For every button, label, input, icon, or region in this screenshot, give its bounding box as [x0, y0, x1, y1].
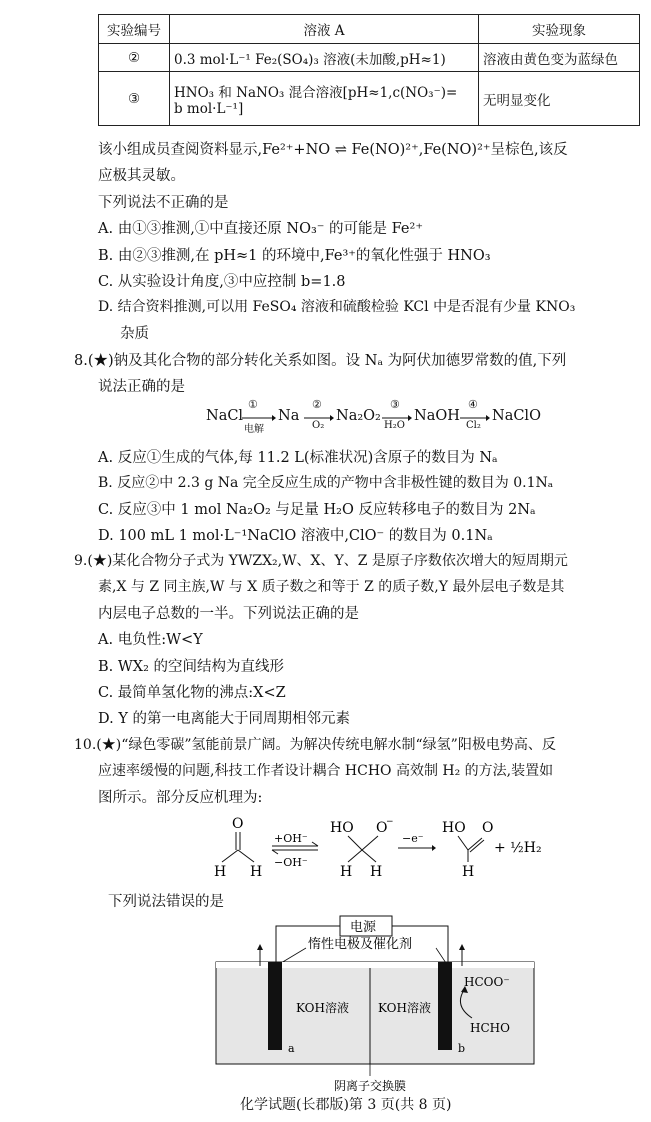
- q9-stem: 9.(★)某化合物分子式为 YWZX₂,W、X、Y、Z 是原子序数依次增大的短周期元: [74, 553, 568, 569]
- svg-text:HO: HO: [442, 820, 466, 836]
- svg-text:O: O: [376, 820, 388, 836]
- step-label: ②: [312, 398, 322, 411]
- svg-text:H: H: [462, 864, 475, 880]
- reagent-label: −e⁻: [402, 832, 424, 845]
- q9-option: B. WX₂ 的空间结构为直线形: [98, 659, 285, 675]
- q8-stem: 8.(★)钠及其化合物的部分转化关系如图。设 Nₐ 为阿伏加德罗常数的值,下列: [74, 353, 567, 369]
- q9-stem: 素,X 与 Z 同主族,W 与 X 质子数之和等于 Z 的质子数,Y 最外层电子数是其: [98, 579, 565, 595]
- table-cell: ②: [99, 44, 170, 72]
- arrow-icon: [460, 415, 490, 421]
- table-cell: 溶液由黄色变为蓝绿色: [479, 44, 640, 72]
- q7-option: 杂质: [120, 326, 149, 342]
- step-label: ①: [248, 398, 258, 411]
- table-cell-line: b mol·L⁻¹]: [174, 100, 244, 117]
- membrane-label: 阴离子交换膜: [334, 1079, 407, 1092]
- reaction-scheme: [206, 398, 546, 442]
- power-label: 电源: [350, 920, 377, 935]
- table-header: 实验现象: [479, 15, 640, 44]
- reagent-label: +OH⁻: [274, 832, 308, 845]
- electrode-b: [438, 962, 452, 1050]
- table-cell: 无明显变化: [479, 72, 640, 126]
- species-label: Na: [278, 408, 300, 424]
- q8-option: C. 反应③中 1 mol Na₂O₂ 与足量 H₂O 反应转移电子的数目为 2Nₐ: [98, 502, 536, 518]
- product-label: HCOO⁻: [464, 975, 510, 989]
- reactant-label: HCHO: [470, 1021, 510, 1035]
- formic-acid-structure: [442, 820, 493, 880]
- species-label: NaCl: [206, 408, 244, 424]
- q9-option: D. Y 的第一电离能大于同周期相邻元素: [98, 711, 351, 727]
- mechanism-diagram: [200, 814, 560, 882]
- arrow-icon: [242, 415, 276, 421]
- step-label: ③: [390, 398, 400, 411]
- q7-prompt: 下列说法不正确的是: [98, 195, 229, 211]
- q10-prompt: 下列说法错误的是: [108, 894, 224, 910]
- svg-text:O: O: [232, 816, 244, 832]
- q7-option: B. 由②③推测,在 pH≈1 的环境中,Fe³⁺的氧化性强于 HNO₃: [98, 248, 491, 264]
- intermediate-structure: [330, 817, 394, 880]
- q8-option: D. 100 mL 1 mol·L⁻¹NaClO 溶液中,ClO⁻ 的数目为 0.1Nₐ: [98, 528, 493, 544]
- table-cell-line: HNO₃ 和 NaNO₃ 混合溶液[pH≈1,c(NO₃⁻)=: [174, 84, 458, 101]
- svg-text:H: H: [340, 864, 353, 880]
- q8-stem: 说法正确的是: [98, 379, 185, 395]
- q10-stem: 10.(★)“绿色零碳”氢能前景广阔。为解决传统电解水制“绿氢”阳极电势高、反: [74, 737, 556, 753]
- solution-label: KOH溶液: [296, 1001, 349, 1015]
- q8-option: A. 反应①生成的气体,每 11.2 L(标准状况)含原子的数目为 Nₐ: [98, 450, 498, 466]
- svg-text:HO: HO: [330, 820, 354, 836]
- table-header: 溶液 A: [170, 15, 479, 44]
- svg-text:O: O: [482, 820, 494, 836]
- electrode-a: [268, 962, 282, 1050]
- arrow-icon: [382, 415, 412, 421]
- table-cell: ③: [99, 72, 170, 126]
- q10-stem: 图所示。部分反应机理为:: [98, 790, 263, 806]
- svg-text:H: H: [214, 864, 227, 880]
- page-footer: 化学试题(长郡版)第 3 页(共 8 页): [240, 1097, 452, 1113]
- reagent-label: −OH⁻: [274, 856, 308, 869]
- species-label: NaOH: [414, 408, 460, 424]
- q7-info: 该小组成员查阅资料显示,Fe²⁺+NO ⇌ Fe(NO)²⁺,Fe(NO)²⁺呈棕色,该反: [98, 142, 568, 158]
- svg-text:H: H: [250, 864, 263, 880]
- q8-option: B. 反应②中 2.3 g Na 完全反应生成的产物中含非极性键的数目为 0.1Nₐ: [98, 475, 554, 491]
- q10-stem: 应速率缓慢的问题,科技工作者设计耦合 HCHO 高效制 H₂ 的方法,装置如: [98, 763, 554, 779]
- condition-label: Cl₂: [466, 420, 481, 431]
- arrow-icon: [304, 415, 334, 421]
- q9-stem: 内层电子总数的一半。下列说法正确的是: [98, 606, 359, 622]
- electrode-b-label: b: [458, 1042, 466, 1055]
- formaldehyde-structure: [214, 816, 262, 880]
- q7-option: D. 结合资料推测,可以用 FeSO₄ 溶液和硫酸检验 KCl 中是否混有少量 KNO₃: [98, 299, 576, 315]
- q7-option: A. 由①③推测,①中直接还原 NO₃⁻ 的可能是 Fe²⁺: [98, 221, 423, 237]
- electrode-a-label: a: [288, 1042, 295, 1055]
- svg-text:−: −: [386, 817, 394, 827]
- step-label: ④: [468, 398, 478, 411]
- product-label: + ½H₂: [494, 840, 542, 856]
- electrolysis-apparatus: [210, 914, 550, 1092]
- table-cell: 0.3 mol·L⁻¹ Fe₂(SO₄)₃ 溶液(未加酸,pH≈1): [170, 44, 479, 72]
- q7-info: 应极其灵敏。: [98, 168, 185, 184]
- q9-option: A. 电负性:W<Y: [98, 632, 203, 648]
- condition-label: 电解: [244, 424, 264, 435]
- q7-option: C. 从实验设计角度,③中应控制 b=1.8: [98, 274, 346, 290]
- electrode-label: 惰性电极及催化剂: [308, 937, 413, 952]
- experiment-table: [98, 14, 640, 126]
- table-header: 实验编号: [99, 15, 170, 44]
- condition-label: O₂: [312, 420, 325, 431]
- q9-option: C. 最简单氢化物的沸点:X<Z: [98, 685, 286, 701]
- table-cell: [170, 72, 479, 126]
- solution-label: KOH溶液: [378, 1001, 431, 1015]
- svg-text:H: H: [370, 864, 383, 880]
- species-label: Na₂O₂: [336, 408, 381, 424]
- condition-label: H₂O: [384, 420, 405, 431]
- species-label: NaClO: [492, 408, 541, 424]
